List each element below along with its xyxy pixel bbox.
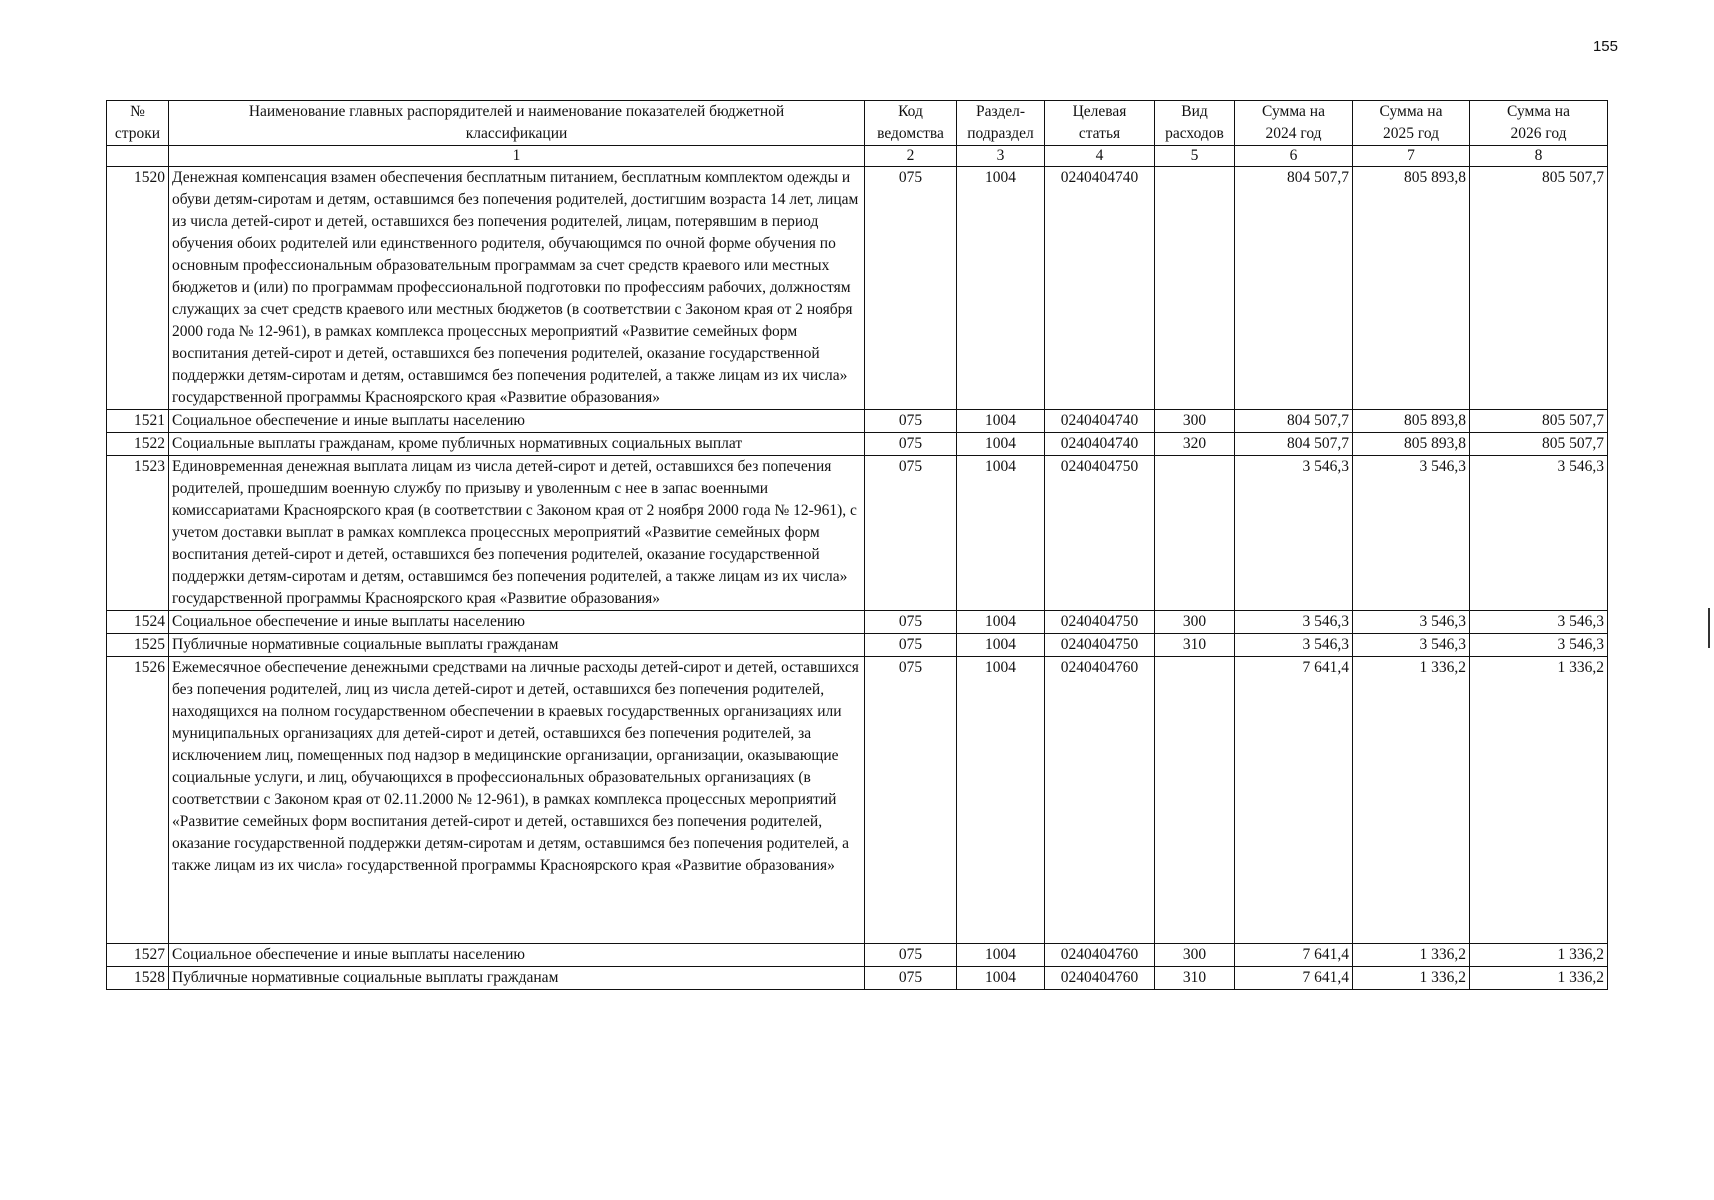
section-code: 1004 <box>957 611 1045 634</box>
section-code: 1004 <box>957 657 1045 944</box>
sum-2025: 1 336,2 <box>1353 944 1470 967</box>
sum-2025: 805 893,8 <box>1353 410 1470 433</box>
target-article: 0240404760 <box>1045 944 1155 967</box>
column-number-row <box>107 146 1608 167</box>
sum-2024: 804 507,7 <box>1235 167 1353 410</box>
sum-2025: 3 546,3 <box>1353 634 1470 657</box>
row-number: 1521 <box>107 410 169 433</box>
header-sum-2024: Сумма на 2024 год <box>1235 101 1353 146</box>
row-number: 1526 <box>107 657 169 944</box>
column-number: 5 <box>1155 146 1235 167</box>
row-name: Социальное обеспечение и иные выплаты населению <box>169 410 865 433</box>
sum-2025: 1 336,2 <box>1353 657 1470 944</box>
target-article: 0240404740 <box>1045 167 1155 410</box>
header-name: Наименование главных распорядителей и наименование показателей бюджетной классификации <box>169 101 865 146</box>
sum-2026: 1 336,2 <box>1470 657 1608 944</box>
section-code: 1004 <box>957 967 1045 990</box>
header-sum-2026: Сумма на 2026 год <box>1470 101 1608 146</box>
sum-2024: 804 507,7 <box>1235 410 1353 433</box>
department-code: 075 <box>865 410 957 433</box>
sum-2025: 805 893,8 <box>1353 167 1470 410</box>
sum-2026: 3 546,3 <box>1470 456 1608 611</box>
table-row <box>107 967 1608 990</box>
sum-2025: 805 893,8 <box>1353 433 1470 456</box>
department-code: 075 <box>865 433 957 456</box>
expense-type: 300 <box>1155 611 1235 634</box>
header-row-number: № строки <box>107 101 169 146</box>
section-code: 1004 <box>957 410 1045 433</box>
row-name: Единовременная денежная выплата лицам из числа детей-сирот и детей, оставшихся без попечения родителей, прошедшим военную службу по призыву и уволенным с нее в запас военными комиссариатами Красноярского края (в соответствии с Законом края от 2 ноября 2000 года № 12-961), с учетом доставки выплат в рамках комплекса процессных мероприятий «Развитие семейных форм воспитания детей-сирот и детей, оставшихся без попечения родителей, оказание государственной поддержки детям-сиротам и детям, оставшимся без попечения родителей, а также лицам из их числа» государственной программы Красноярского края «Развитие образования» <box>169 456 865 611</box>
sum-2024: 3 546,3 <box>1235 456 1353 611</box>
row-number: 1525 <box>107 634 169 657</box>
sum-2025: 3 546,3 <box>1353 611 1470 634</box>
sum-2026: 3 546,3 <box>1470 634 1608 657</box>
table-row <box>107 944 1608 967</box>
table-row <box>107 657 1608 944</box>
table-row <box>107 410 1608 433</box>
row-name: Публичные нормативные социальные выплаты гражданам <box>169 634 865 657</box>
column-number: 6 <box>1235 146 1353 167</box>
section-code: 1004 <box>957 634 1045 657</box>
row-name: Публичные нормативные социальные выплаты гражданам <box>169 967 865 990</box>
row-number: 1528 <box>107 967 169 990</box>
section-code: 1004 <box>957 433 1045 456</box>
department-code: 075 <box>865 167 957 410</box>
department-code: 075 <box>865 657 957 944</box>
row-name: Ежемесячное обеспечение денежными средствами на личные расходы детей-сирот и детей, оставшихся без попечения родителей, лиц из числа детей-сирот и детей, оставшихся без попечения родителей, находящихся на полном государственном обеспечении в краевых государственных организациях или муниципальных организациях для детей-сирот и детей, оставшихся без попечения родителей, за исключением лиц, помещенных под надзор в медицинские организации, организации, оказывающие социальные услуги, и лиц, обучающихся в профессиональных образовательных организациях (в соответствии с Законом края от 02.11.2000 № 12-961), в рамках комплекса процессных мероприятий «Развитие семейных форм воспитания детей-сирот и детей, оставшихся без попечения родителей, оказание государственной поддержки детям-сиротам и детям, оставшимся без попечения родителей, а также лицам из их числа» государственной программы Красноярского края «Развитие образования» <box>169 657 865 944</box>
scan-edge-mark <box>1708 608 1710 648</box>
row-number: 1524 <box>107 611 169 634</box>
sum-2024: 7 641,4 <box>1235 944 1353 967</box>
target-article: 0240404750 <box>1045 456 1155 611</box>
target-article: 0240404740 <box>1045 410 1155 433</box>
table-row <box>107 634 1608 657</box>
column-number: 7 <box>1353 146 1470 167</box>
row-name: Денежная компенсация взамен обеспечения бесплатным питанием, бесплатным комплектом одежды и обуви детям-сиротам и детям, оставшимся без попечения родителей, достигшим возраста 14 лет, лицам из числа детей-сирот и детей, оставшихся без попечения родителей, лицам, потерявшим в период обучения обоих родителей или единственного родителя, обучающимся по очной форме обучения по основным профессиональным образовательным программам за счет средств краевого или местных бюджетов и (или) по программам профессиональной подготовки по профессиям рабочих, должностям служащих за счет средств краевого или местных бюджетов (в соответствии с Законом края от 2 ноября 2000 года № 12-961), в рамках комплекса процессных мероприятий «Развитие семейных форм воспитания детей-сирот и детей, оставшихся без попечения родителей, оказание государственной поддержки детям-сиротам и детям, оставшимся без попечения родителей, а также лицам из их числа» государственной программы Красноярского края «Развитие образования» <box>169 167 865 410</box>
header-expense-type: Вид расходов <box>1155 101 1235 146</box>
department-code: 075 <box>865 634 957 657</box>
sum-2026: 1 336,2 <box>1470 944 1608 967</box>
target-article: 0240404740 <box>1045 433 1155 456</box>
sum-2026: 3 546,3 <box>1470 611 1608 634</box>
row-number: 1520 <box>107 167 169 410</box>
header-sum-2025: Сумма на 2025 год <box>1353 101 1470 146</box>
budget-table <box>106 100 1608 990</box>
department-code: 075 <box>865 456 957 611</box>
table-header <box>107 101 1608 167</box>
header-row <box>107 101 1608 146</box>
row-name: Социальное обеспечение и иные выплаты населению <box>169 944 865 967</box>
department-code: 075 <box>865 944 957 967</box>
column-number: 8 <box>1470 146 1608 167</box>
row-name: Социальные выплаты гражданам, кроме публичных нормативных социальных выплат <box>169 433 865 456</box>
column-number: 4 <box>1045 146 1155 167</box>
row-number: 1527 <box>107 944 169 967</box>
expense-type: 300 <box>1155 410 1235 433</box>
sum-2024: 3 546,3 <box>1235 611 1353 634</box>
sum-2026: 1 336,2 <box>1470 967 1608 990</box>
table-body <box>107 167 1608 990</box>
section-code: 1004 <box>957 167 1045 410</box>
column-number <box>107 146 169 167</box>
target-article: 0240404760 <box>1045 657 1155 944</box>
section-code: 1004 <box>957 944 1045 967</box>
sum-2025: 3 546,3 <box>1353 456 1470 611</box>
sum-2026: 805 507,7 <box>1470 433 1608 456</box>
column-number: 2 <box>865 146 957 167</box>
sum-2024: 7 641,4 <box>1235 657 1353 944</box>
target-article: 0240404750 <box>1045 634 1155 657</box>
sum-2026: 805 507,7 <box>1470 167 1608 410</box>
target-article: 0240404760 <box>1045 967 1155 990</box>
department-code: 075 <box>865 611 957 634</box>
page-number: 155 <box>1592 38 1618 55</box>
table-row <box>107 611 1608 634</box>
sum-2025: 1 336,2 <box>1353 967 1470 990</box>
expense-type: 320 <box>1155 433 1235 456</box>
header-section: Раздел- подраздел <box>957 101 1045 146</box>
target-article: 0240404750 <box>1045 611 1155 634</box>
header-target-article: Целевая статья <box>1045 101 1155 146</box>
row-number: 1523 <box>107 456 169 611</box>
expense-type <box>1155 456 1235 611</box>
sum-2024: 804 507,7 <box>1235 433 1353 456</box>
column-number: 3 <box>957 146 1045 167</box>
section-code: 1004 <box>957 456 1045 611</box>
expense-type: 300 <box>1155 944 1235 967</box>
department-code: 075 <box>865 967 957 990</box>
table-row <box>107 433 1608 456</box>
column-number: 1 <box>169 146 865 167</box>
header-department-code: Код ведомства <box>865 101 957 146</box>
sum-2024: 3 546,3 <box>1235 634 1353 657</box>
sum-2024: 7 641,4 <box>1235 967 1353 990</box>
row-name: Социальное обеспечение и иные выплаты населению <box>169 611 865 634</box>
table-row <box>107 167 1608 410</box>
row-number: 1522 <box>107 433 169 456</box>
expense-type: 310 <box>1155 634 1235 657</box>
expense-type: 310 <box>1155 967 1235 990</box>
expense-type <box>1155 657 1235 944</box>
table-row <box>107 456 1608 611</box>
sum-2026: 805 507,7 <box>1470 410 1608 433</box>
expense-type <box>1155 167 1235 410</box>
